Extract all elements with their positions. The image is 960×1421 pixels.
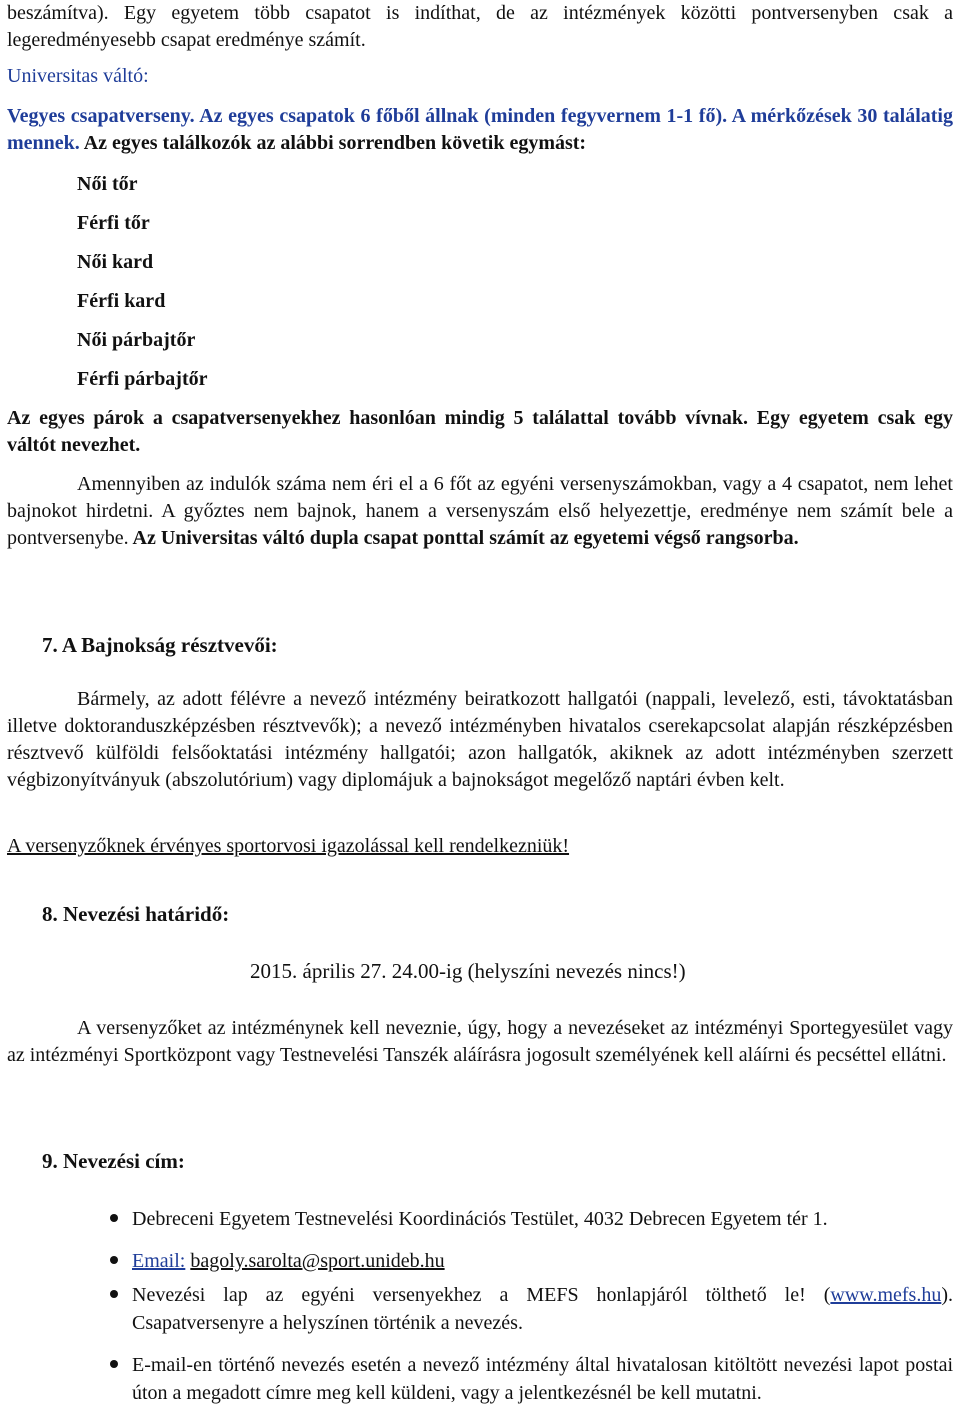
universitas-desc-main: Vegyes csapatverseny. Az egyes csapatok 6 főből állnak (minden fegyvernem 1-1 fő). A mérkőzések 30 találatig mennek. — [7, 105, 953, 154]
list-item — [7, 1351, 953, 1407]
section-7-body: Bármely, az adott félévre a nevező intézmény beiratkozott hallgatói (nappali, levelező, esti, távoktatásban illetve doktoranduszképzésben résztvevők); a nevező intézményben hivatalos cserekapcsolat alapján részképzésben résztvevő külföldi felsőoktatási intézmény hallgatói; azon hallgatók, akiknek az adott intézményben szerzett végbizonyítványuk (abszolutórium) vagy diplomájuk a bajnokságot megelőző naptári évben kelt. — [7, 688, 953, 791]
section-7-number: 7. — [42, 633, 58, 657]
bullet-icon — [110, 1256, 118, 1264]
list-item — [7, 1205, 953, 1233]
universitas-desc-order-intro: Az egyes találkozók az alábbi sorrendben követik egymást: — [79, 132, 587, 154]
section-9-heading — [42, 1148, 953, 1175]
bout-order-item: Férfi tőr — [77, 212, 150, 234]
section-8-heading — [42, 901, 953, 928]
section-9-number: 9. — [42, 1149, 58, 1173]
medical-certificate-notice: A versenyzőknek érvényes sportorvosi igazolással kell rendelkezniük! — [7, 835, 570, 857]
bout-order-item: Női párbajtőr — [77, 329, 196, 351]
list-item — [7, 1247, 953, 1275]
section-8-body: A versenyzőket az intézménynek kell neveznie, úgy, hogy a nevezéseket az intézményi Sportegyesület vagy az intézményi Sportközpont vagy Testnevelési Tanszék aláírásra jogosult személyének kell aláírni és pecséttel ellátni. — [7, 1017, 953, 1066]
rules-paragraph — [7, 471, 953, 552]
email-entry-text: E-mail-en történő nevezés esetén a nevező intézmény által hivatalosan kitöltött nevezési lapot postai úton a megadott címre meg kell küldeni, vagy a jelentkezésnél be kell mutatni. — [132, 1354, 953, 1404]
bullet-icon — [110, 1214, 118, 1222]
rules-text: Amennyiben az indulók száma nem éri el a 6 főt az egyéni versenyszámokban, vagy a 4 csapatot, nem lehet bajnokot hirdetni. A győztes nem bajnok, hanem a versenyszám első helyezettje, eredménye nem számít bele a pontversenybe. — [7, 473, 953, 549]
email-link[interactable]: bagoly.sarolta@sport.unideb.hu — [190, 1250, 445, 1272]
mefs-website-link[interactable]: www.mefs.hu — [830, 1284, 942, 1306]
section-7-heading — [42, 632, 953, 659]
section-8-number: 8. — [42, 902, 58, 926]
section-7-title: A Bajnokság résztvevői: — [61, 633, 278, 657]
universitas-title: Universitas váltó: — [7, 65, 149, 87]
list-item — [7, 1281, 953, 1337]
entry-deadline: 2015. április 27. 24.00-ig (helyszíni nevezés nincs!) — [250, 959, 686, 983]
email-label-link[interactable]: Email: — [132, 1250, 186, 1272]
section-8-title: Nevezési határidő: — [63, 902, 230, 926]
bout-order-item: Férfi párbajtőr — [77, 368, 208, 390]
bout-order-item: Női tőr — [77, 173, 138, 195]
bout-order-item: Férfi kard — [77, 290, 166, 312]
entry-address-list — [7, 1205, 953, 1407]
universitas-description — [7, 103, 953, 157]
bullet-icon — [110, 1360, 118, 1368]
entry-form-text: Nevezési lap az egyéni versenyekhez a MEFS honlapjáról tölthető le! ( — [132, 1284, 831, 1306]
intro-paragraph: beszámítva). Egy egyetem több csapatot is indíthat, de az intézmények közötti pontversenyben csak a legeredményesebb csapat eredménye számít. — [7, 2, 953, 51]
pairs-rule: Az egyes párok a csapatversenyekhez hasonlóan mindig 5 találattal tovább vívnak. Egy egyetem csak egy váltót nevezhet. — [7, 407, 953, 456]
bullet-icon — [110, 1290, 118, 1298]
section-9-title: Nevezési cím: — [63, 1149, 185, 1173]
rules-bold-text: Az Universitas váltó dupla csapat ponttal számít az egyetemi végső rangsorba. — [128, 527, 799, 549]
address-text: Debreceni Egyetem Testnevelési Koordinációs Testület, 4032 Debrecen Egyetem tér 1. — [132, 1208, 828, 1230]
entry-form-text-end: ). Csapatversenyre a helyszínen történik a nevezés. — [132, 1284, 953, 1334]
bout-order-item: Női kard — [77, 251, 154, 273]
